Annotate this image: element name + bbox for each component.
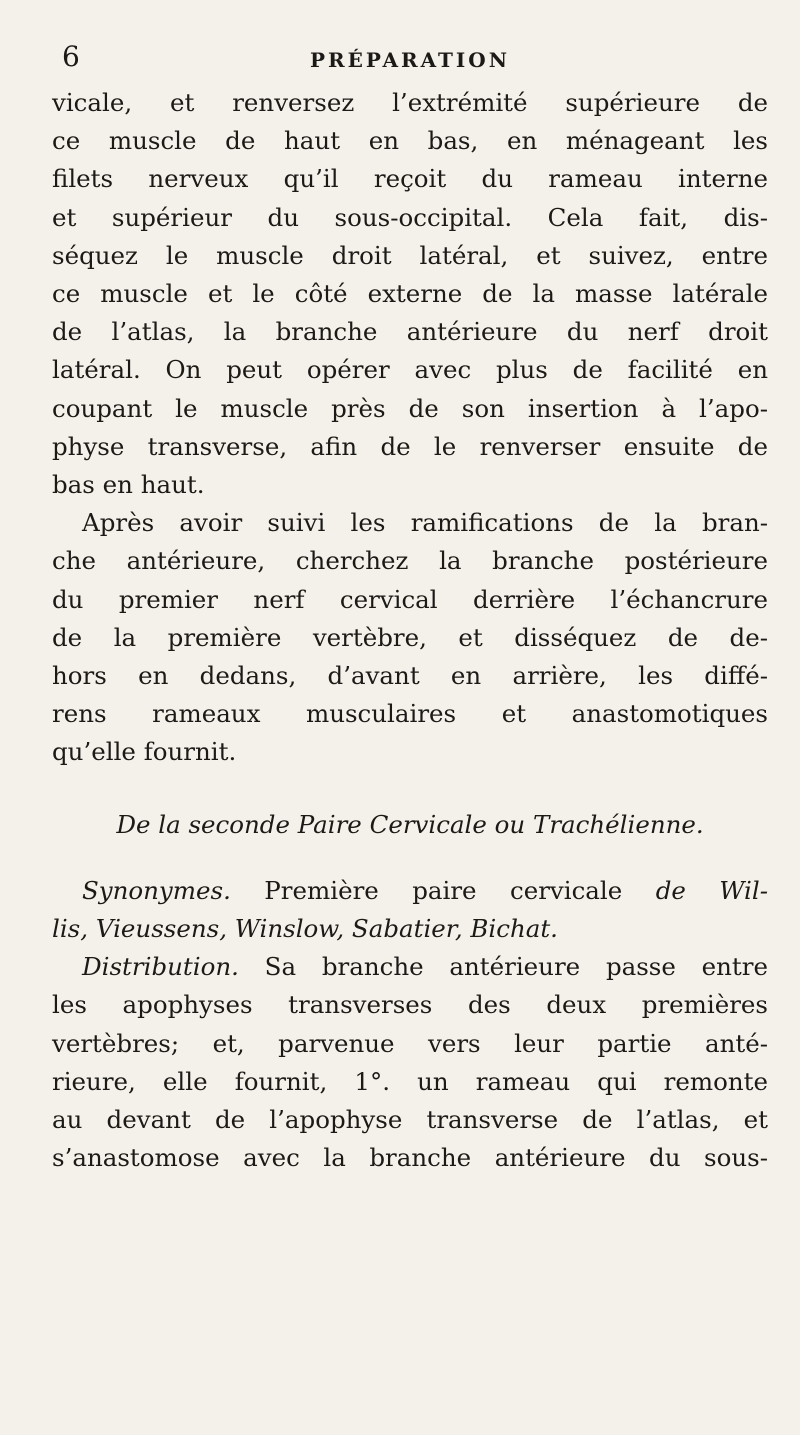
text-line: de la première vertèbre, et disséquez de de- — [52, 622, 768, 652]
text-line: séquez le muscle droit latéral, et suivez, entre — [52, 240, 768, 270]
distribution-label: Distribution. — [82, 952, 239, 982]
text-line: bas en haut. — [52, 470, 205, 500]
text-line: rieure, elle fournit, 1°. un rameau qui remonte — [52, 1066, 768, 1096]
text-line: rens rameaux musculaires et anastomotiques — [52, 699, 768, 729]
text-line: les apophyses transverses des deux premières — [52, 990, 768, 1020]
text-line: ce muscle et le côté externe de la masse latérale — [52, 279, 768, 309]
text-line — [52, 948, 768, 986]
text-line: qu’elle fournit. — [52, 737, 237, 767]
text-line: filets nerveux qu’il reçoit du rameau interne — [52, 164, 768, 194]
text-line: vertèbres; et, parvenue vers leur partie anté- — [52, 1028, 768, 1058]
running-head-title: PRÉPARATION — [310, 48, 510, 72]
body-text — [52, 84, 768, 1177]
distribution-text: Sa branche antérieure passe entre — [238, 952, 768, 982]
synonymes-authors: de Wil- — [655, 875, 769, 905]
text-line: de l’atlas, la branche antérieure du nerf droit — [52, 317, 768, 347]
text-line — [52, 872, 768, 910]
text-line: ce muscle de haut en bas, en ménageant les — [52, 126, 768, 156]
paragraph-2 — [52, 504, 768, 771]
synonymes-text: Première paire cervicale — [230, 875, 656, 905]
text-line: latéral. On peut opérer avec plus de facilité en — [52, 355, 768, 385]
text-line: hors en dedans, d’avant en arrière, les diffé- — [52, 661, 768, 691]
paragraph-1 — [52, 84, 768, 504]
synonymes-label: Synonymes. — [82, 875, 231, 905]
text-line: et supérieur du sous-occipital. Cela fait, dis- — [52, 202, 768, 232]
synonymes-paragraph — [52, 872, 768, 948]
text-line: du premier nerf cervical derrière l’échancrure — [52, 584, 768, 614]
text-line: au devant de l’apophyse transverse de l’atlas, et — [52, 1105, 768, 1135]
text-line: Après avoir suivi les ramifications de la bran- — [82, 508, 768, 538]
text-line: coupant le muscle près de son insertion à l’apo- — [52, 393, 768, 423]
running-head — [52, 40, 762, 80]
text-line: physe transverse, afin de le renverser ensuite de — [52, 431, 768, 461]
text-line: vicale, et renversez l’extrémité supérieure de — [52, 88, 768, 117]
text-line: che antérieure, cherchez la branche postérieure — [52, 546, 768, 576]
text-line: lis, Vieussens, Winslow, Sabatier, Bichat. — [52, 914, 558, 944]
distribution-paragraph — [52, 948, 768, 1177]
section-heading: De la seconde Paire Cervicale ou Trachélienne. — [116, 809, 704, 839]
text-line: s’anastomose avec la branche antérieure du sous- — [52, 1143, 768, 1173]
page-number: 6 — [62, 40, 80, 73]
